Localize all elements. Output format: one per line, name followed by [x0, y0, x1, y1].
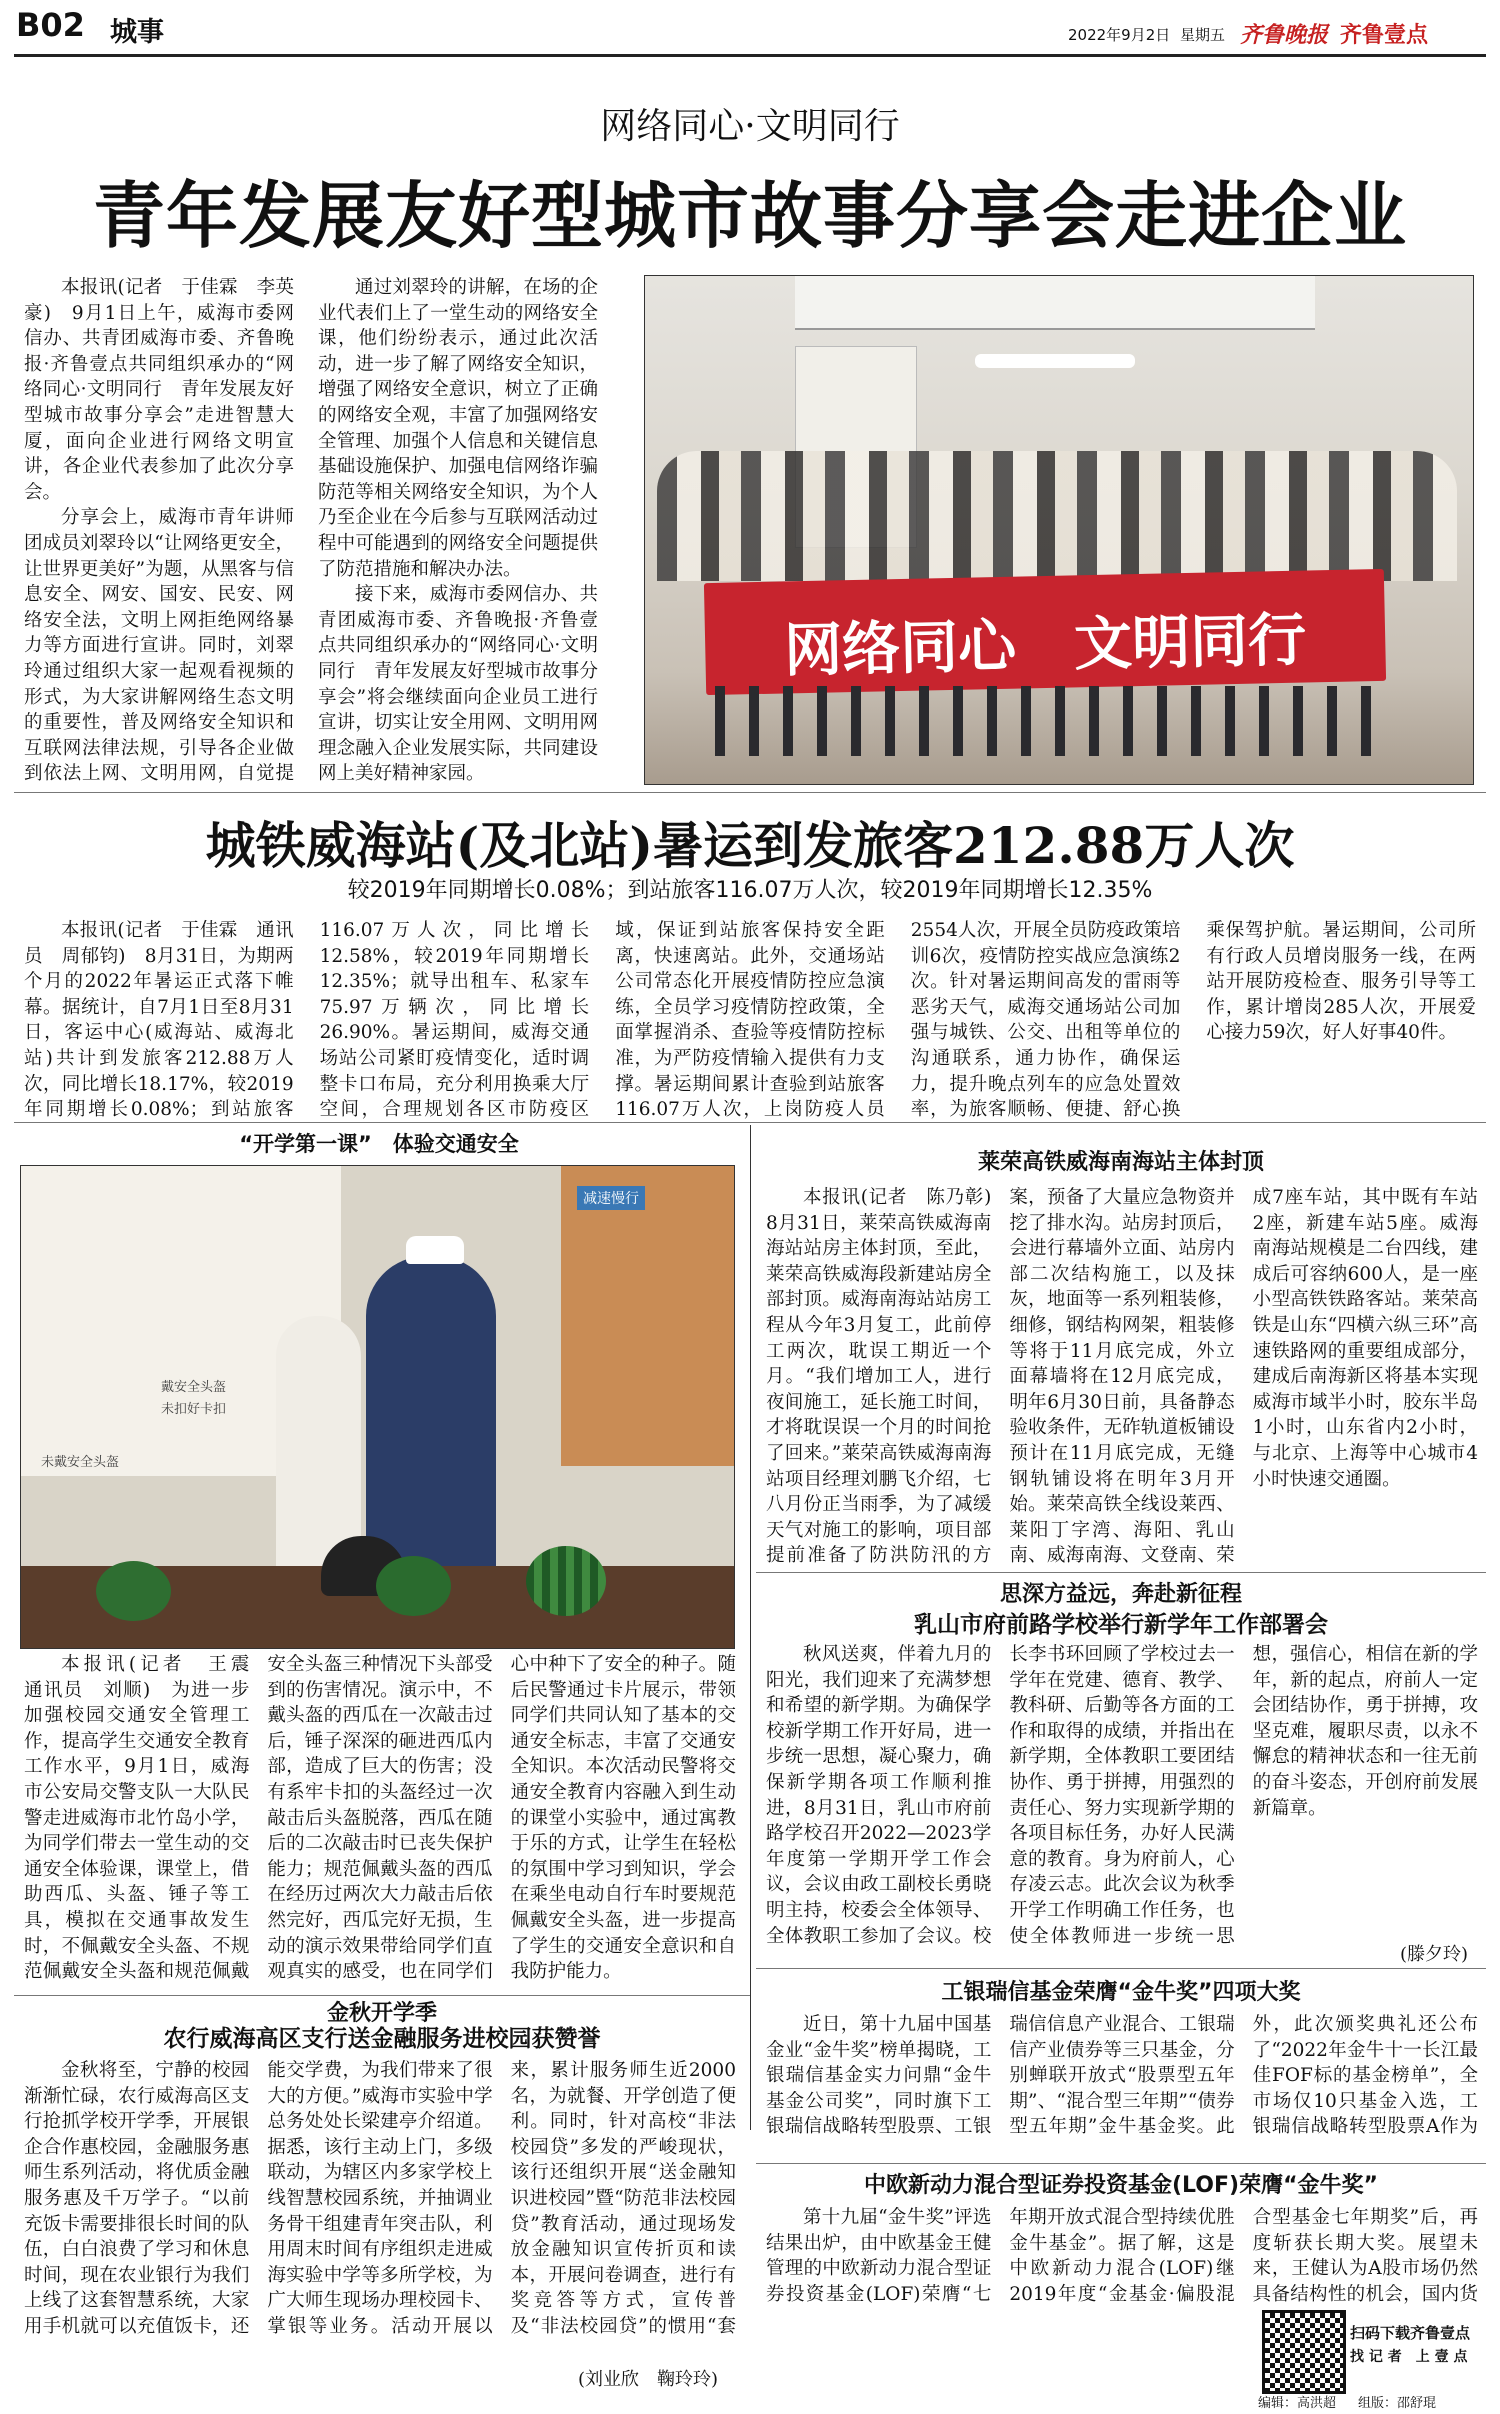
article8-para: 第十九届“金牛奖”评选结果出炉，由中欧基金王健管理的中欧新动力混合型证券投资基金(LOF)荣膺“七年期开放式混合型持续优胜金牛基金”。据了解，这是中欧新动力混合(LOF)继2019年度“金基金·偏股混合型基金七年期奖”后，再度斩获长期大奖。展望未来，王健认为A股市场仍然具备结构性的机会，国内货 — [766, 2207, 1478, 2305]
student — [276, 1316, 361, 1566]
article1-kicker: 网络同心·文明同行 — [600, 106, 900, 147]
header-rule — [14, 54, 1486, 57]
article7-para: 近日，第十九届中国基金业“金牛奖”榜单揭晓，工银瑞信基金实力问鼎“金牛基金公司奖”，同时旗下工银瑞信战略转型股票、工银瑞信信息产业混合、工银瑞信产业债券等三只基金，分别蝉联开放式“股票型五年期”、“混合型三年期”“债券型五年期”金牛基金奖。此外，此次颁奖典礼还公布了“2022年金牛十一长江最佳FOF标的基金榜单”，全市场仅10只基金入选，工银瑞信战略转型股票A作为 — [766, 2014, 1478, 2138]
article3-classroom-photo — [20, 1165, 735, 1649]
article5-body — [766, 1642, 1478, 1952]
article8-body — [766, 2205, 1478, 2330]
people-legs — [715, 686, 1375, 756]
police-officer — [366, 1256, 496, 1576]
article1-para4: 接下来，威海市委网信办、共青团威海市委、齐鲁晚报·齐鲁壹点共同组织承办的“网络同心·文明同行 青年发展友好型城市故事分享会”将会继续面向企业员工进行宣讲，切实让安全用网、文明用网理念融入企业发展实际，共同建设网上美好精神家园。 — [318, 584, 598, 785]
article5-bottom-rule — [756, 1968, 1486, 1969]
projector-screen — [795, 276, 1315, 330]
article3-para: 本报讯(记者 王震 通讯员 刘顺) 为进一步加强校园交通安全管理工作，提高学生交通安全教育工作水平，9月1日，威海市公安局交警支队一大队民警走进威海市北竹岛小学，为同学们带去一堂生动的交通安全体验课，课堂上，借助西瓜、头盔、锤子等工具，模拟在交通事故发生时，不佩戴安全头盔、不规范佩戴安全头盔和规范佩戴安全头盔三种情况下头部受到的伤害情况。演示中，不戴头盔的西瓜在一次敲击过后，锤子深深的砸进西瓜内部，造成了巨大的伤害；没有系牢卡扣的头盔经过一次敲击后头盔脱落，西瓜在随后的二次敲击时已丧失保护能力；规范佩戴头盔的西瓜在经历过两次大力敲击后依然完好，西瓜完好无损，生动的演示效果带给同学们直观真实的感受，也在同学们心中种下了安全的种子。随后民警通过卡片展示，带领同学们共同认知了基本的交通安全标志，丰富了交通安全知识。本次活动民警将交通安全教育内容融入到生动的课堂小实验中，通过寓教于乐的方式，让学生在轻松的氛围中学习到知识，学会在乘坐电动自行车时要规范佩戴安全头盔，进一步提高了学生的交通安全意识和自我防护能力。 — [24, 1654, 736, 1983]
qilu-yidian-logo: 齐鲁壹点 — [1340, 23, 1429, 48]
bulletin-board — [561, 1166, 734, 1466]
article1-column1 — [24, 275, 294, 785]
qr-caption-sub: 找 记 者 上 壹 点 — [1350, 2349, 1468, 2365]
ceiling-light — [975, 354, 1135, 368]
article5-para: 秋风送爽，伴着九月的阳光，我们迎来了充满梦想和希望的新学期。为确保学校新学期工作开好局，进一步统一思想，凝心聚力，确保新学期各项工作顺利推进，8月31日，乳山市府前路学校召开2022—2023学年度第一学期开学工作会议，会议由政工副校长勇晓明主持，校委会全体领导、全体教职工参加了会议。校长李书环回顾了学校过去一学年在党建、德育、教学、教科研、后勤等各方面的工作和取得的成绩，并指出在新学期，全体教职工要团结协作、勇于拼搏，用强烈的责任心、努力实现新学期的各项目标任务，办好人民满意的教育。身为府前人，心存凌云志。此次会议为秋季开学工作明确工作任务，也使全体教师进一步统一思想，强信心，相信在新的学年，新的起点，府前人一定会团结协作，勇于拼搏，攻坚克难，履职尽责，以永不懈怠的精神状态和一往无前的奋斗姿态，开创府前发展新篇章。 — [766, 1644, 1478, 1947]
article5-byline: (滕夕玲) — [1400, 1944, 1469, 1965]
footer-designer: 组版：邵舒琨 — [1358, 2396, 1437, 2411]
article1-para1: 本报讯(记者 于佳霖 李英豪) 9月1日上午，威海市委网信办、共青团威海市委、齐鲁晚报·齐鲁壹点共同组织承办的“网络同心·文明同行 青年发展友好型城市故事分享会”走进智慧大厦，面向企业进行网络文明宣讲，各企业代表参加了此次分享会。 — [24, 277, 294, 503]
watermelon-slice — [96, 1561, 171, 1621]
article6-kicker: 金秋开学季 — [326, 2001, 437, 2026]
middle-divider — [750, 1125, 751, 2130]
article4-para: 本报讯(记者 陈乃彰) 8月31日，莱荣高铁威海南海站站房主体封顶，至此，莱荣高铁威海段新建站房全部封顶。威海南海站站房工程从今年3月复工，此前停工两次，耽误工期近一个月。“我们增加工人，进行夜间施工，延长施工时间，才将耽误误一个月的时间抢了回来。”莱荣高铁威海南海站项目经理刘鹏飞介绍，七八月份正当雨季，为了减缓天气对施工的影响，项目部提前准备了防洪防汛的方案，预备了大量应急物资并挖了排水沟。站房封顶后，会进行幕墙外立面、站房内部二次结构施工，以及抹灰，地面等一系列粗装修，细修，钢结构网架，粗装修等将于11月底完成，外立面幕墙将在12月底完成，明年6月30日前，具备静态验收条件，无砟轨道板铺设预计在11月底完成，无缝钢轨铺设将在明年3月开始。莱荣高铁全线设莱西、莱阳丁字湾、海阳、乳山南、威海南海、文登南、荣成7座车站，其中既有车站2座，新建车站5座。威海南海站规模是二台四线，建成后可容纳600人，是一座小型高铁铁路客站。莱荣高铁是山东“四横六纵三环”高速铁路网的重要组成部分，建成后南海新区将基本实现威海市域半小时，胶东半岛1小时，山东省内2小时，与北京、上海等中心城市4小时快速交通圈。 — [766, 1187, 1478, 1567]
watermelon — [526, 1546, 606, 1616]
watermelon-helmet — [376, 1556, 451, 1616]
article3-body — [24, 1652, 736, 1992]
qr-caption: 扫码下载齐鲁壹点 — [1350, 2324, 1471, 2342]
article6-body — [24, 2058, 736, 2362]
article5-headline: 乳山市府前路学校举行新学年工作部署会 — [914, 1612, 1328, 1638]
article2-bottom-rule — [14, 1122, 1486, 1123]
footer-editor: 编辑：高洪超 — [1258, 2396, 1337, 2411]
article4-headline: 莱荣高铁威海南海站主体封顶 — [977, 1150, 1264, 1175]
slow-down-sticker: 减速慢行 — [577, 1186, 645, 1210]
article1-bottom-rule — [14, 792, 1486, 793]
slide-label-no-helmet: 未戴安全头盔 — [41, 1455, 120, 1470]
page-number: B02 — [16, 6, 85, 44]
issue-weekday: 星期五 — [1180, 26, 1226, 44]
issue-date: 2022年9月2日 — [1068, 26, 1171, 44]
article3-headline: “开学第一课” 体验交通安全 — [239, 1132, 519, 1156]
article1-column2 — [318, 275, 598, 785]
article6-para: 金秋将至，宁静的校园渐渐忙碌，农行威海高区支行抢抓学校开学季，开展银企合作惠校园，金融服务惠师生系列活动，将优质金融服务惠及千万学子。“以前充饭卡需要排很长时间的队伍，白白浪费了学习和休息时间，现在农业银行为我们上线了这套智慧系统，大家用手机就可以充值饭卡，还能交学费，为我们带来了很大的方便。”威海市实验中学总务处处长梁建亭介绍道。据悉，该行主动上门，多级联动，为辖区内多家学校上线智慧校园系统，并抽调业务骨干组建青年突击队，利用周末时间有序组织走进威海实验中学等多所学校，为广大师生现场办理校园卡、掌银等业务。活动开展以来，累计服务师生近2000名，为就餐、开学创造了便利。同时，针对高校“非法校园贷”多发的严峻现状，该行还组织开展“送金融知识进校园”暨“防范非法校园贷”教育活动，通过现场发放金融知识宣传折页和读本，开展问卷调查，进行有奖竞答等方式，宣传普及“非法校园贷”的惯用“套 — [24, 2060, 736, 2337]
article2-headline: 城铁威海站(及北站)暑运到发旅客212.88万人次 — [205, 816, 1295, 875]
article6-byline: (刘业欣 鞠玲玲) — [578, 2369, 719, 2390]
article2-subtitle: 较2019年同期增长0.08%；到站旅客116.07万人次，较2019年同期增长12.35% — [347, 878, 1153, 903]
article1-para2: 分享会上，威海市青年讲师团成员刘翠玲以“让网络更安全，让世界更美好”为题，从黑客与信息安全、网安、国安、民安、网络安全法，文明上网拒绝网络暴力等方面进行宣讲。同时，刘翠玲通过组织大家一起观看视频的形式，为大家讲解网络生态文明的重要性，普及网络安全知识和互联网法律法规，引导各企业做到依法上网、文明用网，自觉提 — [24, 507, 294, 785]
article2-body — [24, 918, 1476, 1136]
article1-group-photo — [644, 275, 1474, 785]
crowd — [657, 451, 1457, 581]
article4-bottom-rule — [756, 1572, 1486, 1573]
article5-kicker: 思深方益远，奔赴新征程 — [999, 1582, 1242, 1607]
newspaper-logo: 齐鲁晚报 — [1240, 22, 1329, 48]
slide-label-helmet: 戴安全头盔 — [161, 1380, 227, 1395]
article7-bottom-rule — [756, 2163, 1486, 2164]
police-cap — [406, 1236, 464, 1264]
article1-headline: 青年发展友好型城市故事分享会走进企业 — [92, 173, 1407, 258]
qr-code-box — [1262, 2310, 1346, 2394]
slide-label-unbuckled: 未扣好卡扣 — [161, 1402, 227, 1417]
banner-text: 网络同心 文明同行 — [783, 605, 1307, 685]
section-name: 城事 — [110, 17, 164, 48]
article7-body — [766, 2012, 1478, 2162]
article2-para: 本报讯(记者 于佳霖 通讯员 周郁钧) 8月31日，为期两个月的2022年暑运正式落下帷幕。据统计，自7月1日至8月31日，客运中心(威海站、威海北站)共计到发旅客212.88万人次，同比增长18.17%，较2019年同期增长0.08%；到站旅客116.07万人次，同比增长12.58%，较2019年同期增长12.35%；就导出租车、私家车75.97万辆次，同比增长26.90%。暑运期间，威海交通场站公司紧盯疫情变化，适时调整卡口布局，充分利用换乘大厅空间，合理规划各区市防疫区域，保证到站旅客保持安全距离，快速离站。此外，交通场站公司常态化开展疫情防控应急演练，全员学习疫情防控政策，全面掌握消杀、查验等疫情防控标准，为严防疫情输入提供有力支撑。暑运期间累计查验到站旅客116.07万人次，上岗防疫人员2554人次，开展全员防疫政策培训6次，疫情防控实战应急演练2次。针对暑运期间高发的雷雨等恶劣天气，威海交通场站公司加强与城铁、公交、出租等单位的沟通联系，通力协作，确保运力，提升晚点列车的应急处置效率，为旅客顺畅、便捷、舒心换乘保驾护航。暑运期间，公司所有行政人员增岗服务一线，在两站开展防疫检查、服务引导等工作，累计增岗285人次，开展爱心接力59次，好人好事40件。 — [24, 920, 1476, 1121]
article6-headline: 农行威海高区支行送金融服务进校园获赞誉 — [163, 2026, 601, 2052]
article4-body — [766, 1185, 1478, 1570]
article8-headline: 中欧新动力混合型证券投资基金(LOF)荣膺“金牛奖” — [864, 2173, 1378, 2198]
article7-headline: 工银瑞信基金荣膺“金牛奖”四项大奖 — [941, 1980, 1301, 2005]
article1-para3: 通过刘翠玲的讲解，在场的企业代表们上了一堂生动的网络安全课，他们纷纷表示，通过此次活动，进一步了解了网络安全知识，增强了网络安全意识，树立了正确的网络安全观，丰富了加强网络安全管理、加强个人信息和关键信息基础设施保护、加强电信网络诈骗防范等相关网络安全知识，为个人乃至企业在今后参与互联网活动过程中可能遇到的网络安全问题提供了防范措施和解决办法。 — [318, 277, 598, 580]
